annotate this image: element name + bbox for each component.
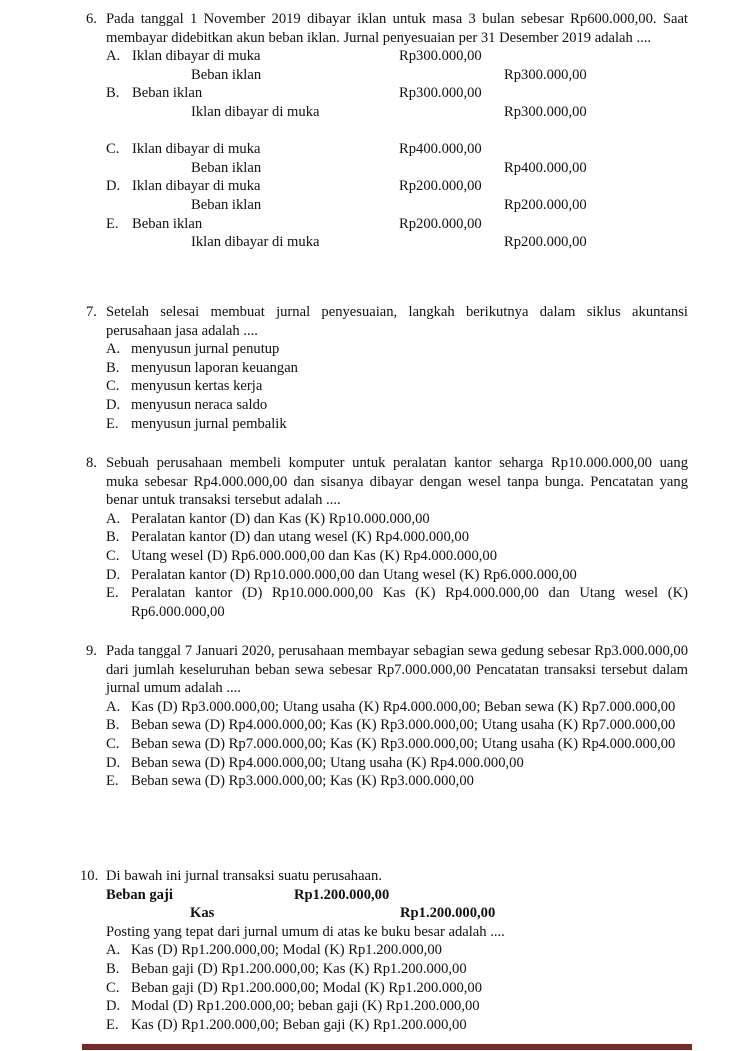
- credit-account: Beban iklan: [191, 66, 262, 83]
- question-number: 9.: [86, 643, 97, 659]
- debit-account: Iklan dibayar di muka: [132, 141, 261, 158]
- debit-amount: Rp200.000,00: [399, 215, 482, 232]
- option-text: Kas (D) Rp1.200.000,00; Modal (K) Rp1.200.000,00: [131, 942, 442, 959]
- option-a: [106, 510, 688, 529]
- option-letter: C.: [106, 979, 120, 996]
- option-text: menyusun laporan keuangan: [131, 359, 298, 376]
- option-letter: D.: [106, 178, 121, 195]
- option-text: Beban sewa (D) Rp3.000.000,00; Kas (K) Rp3.000.000,00: [131, 773, 474, 790]
- journal-credit-amount: Rp1.200.000,00: [400, 905, 496, 922]
- option-b: [106, 716, 688, 735]
- option-text: Beban sewa (D) Rp4.000.000,00; Utang usaha (K) Rp4.000.000,00: [131, 754, 524, 771]
- option-text: Peralatan kantor (D) dan Kas (K) Rp10.000.000,00: [131, 510, 430, 527]
- journal-option-b: [86, 84, 688, 121]
- credit-account: Iklan dibayar di muka: [191, 103, 320, 120]
- credit-amount: Rp300.000,00: [504, 103, 587, 120]
- debit-account: Beban iklan: [132, 85, 203, 102]
- option-text: Beban sewa (D) Rp4.000.000,00; Kas (K) Rp3.000.000,00; Utang usaha (K) Rp7.000.000,00: [131, 717, 676, 734]
- option-e: [106, 584, 688, 621]
- option-d: [106, 566, 688, 585]
- option-text: menyusun jurnal penutup: [131, 341, 280, 358]
- question-number: 8.: [86, 455, 97, 471]
- question-9: [86, 642, 688, 791]
- option-text: Beban sewa (D) Rp7.000.000,00; Kas (K) Rp3.000.000,00; Utang usaha (K) Rp4.000.000,00: [131, 735, 676, 752]
- option-text: Beban gaji (D) Rp1.200.000,00; Modal (K) Rp1.200.000,00: [131, 979, 483, 996]
- question-7: [86, 303, 688, 433]
- question-prompt: Posting yang tepat dari jurnal umum di atas ke buku besar adalah ....: [106, 923, 505, 940]
- option-letter: A.: [106, 942, 121, 959]
- question-text: Sebuah perusahaan membeli komputer untuk peralatan kantor seharga Rp10.000.000,00 uang muka sebesar Rp4.000.000,00 dan sisanya dibayar dengan wesel tanpa bunga. Pencatatan yang benar untuk transaksi tersebut adalah ....: [106, 455, 688, 509]
- option-text: menyusun neraca saldo: [131, 396, 268, 413]
- option-e: [106, 1016, 688, 1035]
- question-6: [86, 10, 688, 252]
- option-letter: E.: [106, 1016, 119, 1033]
- option-d: [106, 754, 688, 773]
- option-letter: B.: [106, 359, 120, 376]
- option-letter: A.: [106, 341, 121, 358]
- option-c: [106, 979, 688, 998]
- option-letter: E.: [106, 585, 119, 602]
- option-letter: C.: [106, 378, 120, 395]
- option-letter: E.: [106, 415, 119, 432]
- debit-account: Iklan dibayar di muka: [132, 48, 261, 65]
- credit-amount: Rp300.000,00: [504, 66, 587, 83]
- option-letter: C.: [106, 141, 120, 158]
- question-number: 6.: [86, 11, 97, 27]
- option-letter: B.: [106, 960, 120, 977]
- option-b: [106, 960, 688, 979]
- credit-account: Beban iklan: [191, 159, 262, 176]
- option-c: [106, 735, 688, 754]
- option-text: Kas (D) Rp1.200.000,00; Beban gaji (K) Rp1.200.000,00: [131, 1016, 467, 1033]
- journal-option-a: [86, 47, 688, 84]
- option-c: [106, 377, 688, 396]
- journal-debit-account: Beban gaji: [106, 886, 173, 903]
- footer-divider: [82, 1044, 692, 1050]
- journal-option-e: [86, 215, 688, 252]
- question-text: Pada tanggal 7 Januari 2020, perusahaan membayar sebagian sewa gedung sebesar Rp3.000.000,00 dari jumlah keseluruhan beban sewa sebesar Rp7.000.000,00 Pencatatan transaksi tersebut dalam jurnal umum adalah ....: [106, 643, 688, 697]
- option-text: Kas (D) Rp3.000.000,00; Utang usaha (K) Rp4.000.000,00; Beban sewa (K) Rp7.000.000,00: [131, 698, 676, 715]
- option-text: Peralatan kantor (D) Rp10.000.000,00 dan Utang wesel (K) Rp6.000.000,00: [131, 566, 577, 583]
- option-letter: B.: [106, 717, 120, 734]
- option-letter: C.: [106, 547, 120, 564]
- debit-account: Beban iklan: [132, 215, 203, 232]
- question-text: Di bawah ini jurnal transaksi suatu perusahaan.: [106, 868, 382, 884]
- option-letter: C.: [106, 735, 120, 752]
- option-letter: B.: [106, 85, 120, 102]
- option-letter: D.: [106, 754, 121, 771]
- option-e: [106, 415, 688, 434]
- option-letter: A.: [106, 698, 121, 715]
- debit-amount: Rp400.000,00: [399, 141, 482, 158]
- journal-credit-account: Kas: [190, 905, 215, 922]
- option-letter: B.: [106, 529, 120, 546]
- question-text: Pada tanggal 1 November 2019 dibayar iklan untuk masa 3 bulan sebesar Rp600.000,00. Saat membayar didebitkan akun beban iklan. Jurnal penyesuaian per 31 Desember 2019 adalah ....: [106, 11, 688, 46]
- option-letter: D.: [106, 998, 121, 1015]
- option-d: [106, 997, 688, 1016]
- question-number: 7.: [86, 304, 97, 320]
- question-number: 10.: [80, 868, 99, 884]
- journal-debit-amount: Rp1.200.000,00: [294, 886, 390, 903]
- debit-amount: Rp200.000,00: [399, 178, 482, 195]
- option-letter: E.: [106, 773, 119, 790]
- option-text: menyusun jurnal pembalik: [131, 415, 287, 432]
- credit-account: Beban iklan: [191, 196, 262, 213]
- credit-amount: Rp200.000,00: [504, 196, 587, 213]
- credit-amount: Rp200.000,00: [504, 234, 587, 251]
- debit-account: Iklan dibayar di muka: [132, 178, 261, 195]
- option-letter: A.: [106, 48, 121, 65]
- option-text: Modal (D) Rp1.200.000,00; beban gaji (K) Rp1.200.000,00: [131, 998, 480, 1015]
- question-10: [80, 867, 688, 1034]
- credit-amount: Rp400.000,00: [504, 159, 587, 176]
- journal-option-d: [86, 177, 688, 214]
- option-letter: A.: [106, 510, 121, 527]
- question-8: [86, 454, 688, 621]
- option-a: [106, 340, 688, 359]
- debit-amount: Rp300.000,00: [399, 85, 482, 102]
- journal-option-c: [86, 140, 688, 177]
- option-b: [106, 359, 688, 378]
- option-text: Beban gaji (D) Rp1.200.000,00; Kas (K) Rp1.200.000,00: [131, 960, 467, 977]
- option-text: Utang wesel (D) Rp6.000.000,00 dan Kas (K) Rp4.000.000,00: [131, 547, 498, 564]
- option-c: [106, 547, 688, 566]
- debit-amount: Rp300.000,00: [399, 48, 482, 65]
- question-text: Setelah selesai membuat jurnal penyesuaian, langkah berikutnya dalam siklus akuntansi perusahaan jasa adalah ....: [106, 304, 688, 339]
- credit-account: Iklan dibayar di muka: [191, 234, 320, 251]
- option-e: [106, 772, 688, 791]
- option-text: menyusun kertas kerja: [131, 378, 263, 395]
- option-d: [106, 396, 688, 415]
- option-text: Peralatan kantor (D) Rp10.000.000,00 Kas (K) Rp4.000.000,00 dan Utang wesel (K) Rp6.000.000,00: [131, 585, 688, 620]
- option-text: Peralatan kantor (D) dan utang wesel (K) Rp4.000.000,00: [131, 529, 470, 546]
- option-a: [106, 941, 688, 960]
- option-letter: D.: [106, 396, 121, 413]
- journal-entry: [80, 886, 688, 923]
- option-letter: E.: [106, 215, 119, 232]
- option-letter: D.: [106, 566, 121, 583]
- option-b: [106, 528, 688, 547]
- option-a: [106, 698, 688, 717]
